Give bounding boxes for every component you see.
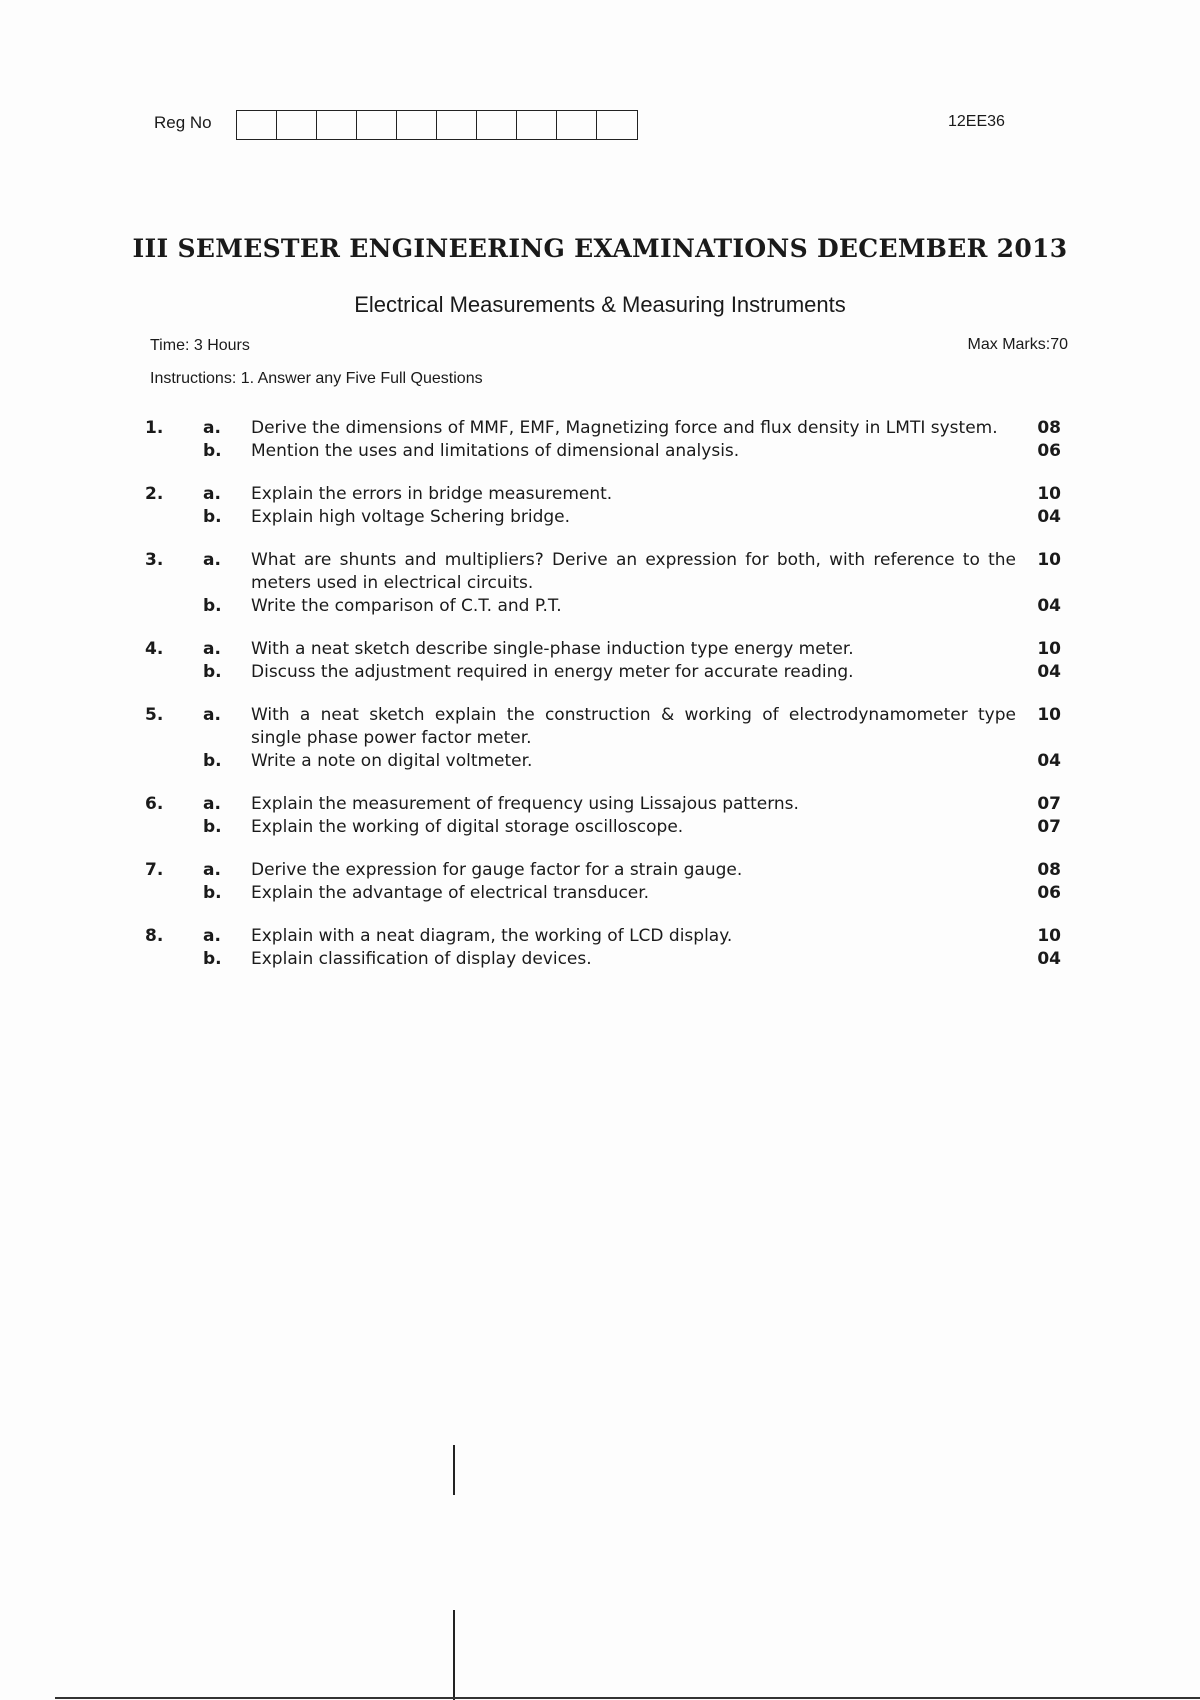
part-marks: 08 — [1037, 418, 1061, 438]
question-8 — [145, 925, 1065, 971]
exam-duration: Time: 3 Hours — [150, 337, 250, 354]
question-number: 7. — [145, 860, 164, 880]
part-text: Explain high voltage Schering bridge. — [251, 507, 571, 527]
question-list — [145, 417, 1065, 991]
part-marks: 10 — [1037, 484, 1061, 504]
question-part — [145, 506, 1065, 529]
part-label: a. — [203, 639, 221, 659]
part-text: What are shunts and multipliers? Derive an expression for both, with reference to the meters used in electrical circuits. — [251, 550, 1016, 593]
part-text: Derive the dimensions of MMF, EMF, Magnetizing force and flux density in LMTI system. — [251, 418, 998, 438]
question-7 — [145, 859, 1065, 905]
exam-title: III SEMESTER ENGINEERING EXAMINATIONS DECEMBER 2013 — [132, 234, 1068, 263]
question-part — [145, 859, 1065, 882]
part-text: Explain with a neat diagram, the working of LCD display. — [251, 926, 733, 946]
part-label: b. — [203, 596, 222, 616]
reg-no-digit-box[interactable] — [437, 111, 477, 139]
part-marks: 04 — [1037, 507, 1061, 527]
question-part — [145, 417, 1065, 440]
part-text: Derive the expression for gauge factor for a strain gauge. — [251, 860, 743, 880]
question-number: 1. — [145, 418, 164, 438]
part-text: Write the comparison of C.T. and P.T. — [251, 596, 562, 616]
question-number: 8. — [145, 926, 164, 946]
question-part — [145, 704, 1065, 750]
scan-mark — [453, 1445, 455, 1495]
part-label: a. — [203, 418, 221, 438]
question-part — [145, 483, 1065, 506]
reg-no-digit-box[interactable] — [277, 111, 317, 139]
question-part — [145, 638, 1065, 661]
reg-no-digit-box[interactable] — [557, 111, 597, 139]
part-marks: 07 — [1037, 817, 1061, 837]
part-marks: 04 — [1037, 949, 1061, 969]
part-marks: 10 — [1037, 705, 1061, 725]
reg-no-digit-box[interactable] — [317, 111, 357, 139]
part-label: a. — [203, 550, 221, 570]
part-marks: 10 — [1037, 639, 1061, 659]
reg-no-boxes[interactable] — [236, 110, 638, 140]
part-marks: 06 — [1037, 883, 1061, 903]
question-2 — [145, 483, 1065, 529]
part-label: b. — [203, 507, 222, 527]
scan-edge-line — [55, 1697, 1200, 1699]
reg-no-digit-box[interactable] — [237, 111, 277, 139]
part-label: b. — [203, 751, 222, 771]
question-number: 4. — [145, 639, 164, 659]
part-text: With a neat sketch explain the construction & working of electrodynamometer type single phase power factor meter. — [251, 705, 1016, 748]
question-number: 2. — [145, 484, 164, 504]
part-text: Explain classification of display devices. — [251, 949, 592, 969]
part-marks: 08 — [1037, 860, 1061, 880]
part-marks: 07 — [1037, 794, 1061, 814]
part-marks: 06 — [1037, 441, 1061, 461]
part-marks: 04 — [1037, 662, 1061, 682]
question-part — [145, 440, 1065, 463]
question-part — [145, 882, 1065, 905]
part-label: a. — [203, 484, 221, 504]
part-label: b. — [203, 883, 222, 903]
reg-no-digit-box[interactable] — [597, 111, 637, 139]
question-part — [145, 925, 1065, 948]
question-part — [145, 948, 1065, 971]
part-marks: 10 — [1037, 550, 1061, 570]
question-part — [145, 750, 1065, 773]
part-marks: 04 — [1037, 751, 1061, 771]
question-6 — [145, 793, 1065, 839]
question-part — [145, 661, 1065, 684]
part-marks: 04 — [1037, 596, 1061, 616]
scan-mark — [453, 1610, 455, 1700]
question-3 — [145, 549, 1065, 618]
part-text: Explain the measurement of frequency using Lissajous patterns. — [251, 794, 799, 814]
part-marks: 10 — [1037, 926, 1061, 946]
part-label: a. — [203, 794, 221, 814]
subject-title: Electrical Measurements & Measuring Instruments — [354, 292, 846, 317]
reg-no-digit-box[interactable] — [517, 111, 557, 139]
part-text: Explain the working of digital storage oscilloscope. — [251, 817, 684, 837]
max-marks: Max Marks:70 — [967, 336, 1068, 353]
part-label: a. — [203, 926, 221, 946]
part-text: Write a note on digital voltmeter. — [251, 751, 533, 771]
reg-no-digit-box[interactable] — [397, 111, 437, 139]
part-text: Mention the uses and limitations of dimensional analysis. — [251, 441, 740, 461]
part-text: With a neat sketch describe single-phase induction type energy meter. — [251, 639, 854, 659]
question-part — [145, 816, 1065, 839]
reg-no-digit-box[interactable] — [357, 111, 397, 139]
question-part — [145, 595, 1065, 618]
question-number: 6. — [145, 794, 164, 814]
part-text: Explain the advantage of electrical transducer. — [251, 883, 650, 903]
question-number: 5. — [145, 705, 164, 725]
question-part — [145, 793, 1065, 816]
question-number: 3. — [145, 550, 164, 570]
instructions: Instructions: 1. Answer any Five Full Questions — [150, 370, 483, 387]
part-text: Discuss the adjustment required in energy meter for accurate reading. — [251, 662, 854, 682]
reg-no-digit-box[interactable] — [477, 111, 517, 139]
question-4 — [145, 638, 1065, 684]
part-label: a. — [203, 705, 221, 725]
paper-code: 12EE36 — [948, 113, 1005, 130]
part-label: b. — [203, 949, 222, 969]
reg-no-label: Reg No — [154, 113, 212, 132]
part-text: Explain the errors in bridge measurement. — [251, 484, 613, 504]
question-1 — [145, 417, 1065, 463]
part-label: b. — [203, 662, 222, 682]
question-5 — [145, 704, 1065, 773]
part-label: a. — [203, 860, 221, 880]
part-label: b. — [203, 817, 222, 837]
part-label: b. — [203, 441, 222, 461]
question-part — [145, 549, 1065, 595]
